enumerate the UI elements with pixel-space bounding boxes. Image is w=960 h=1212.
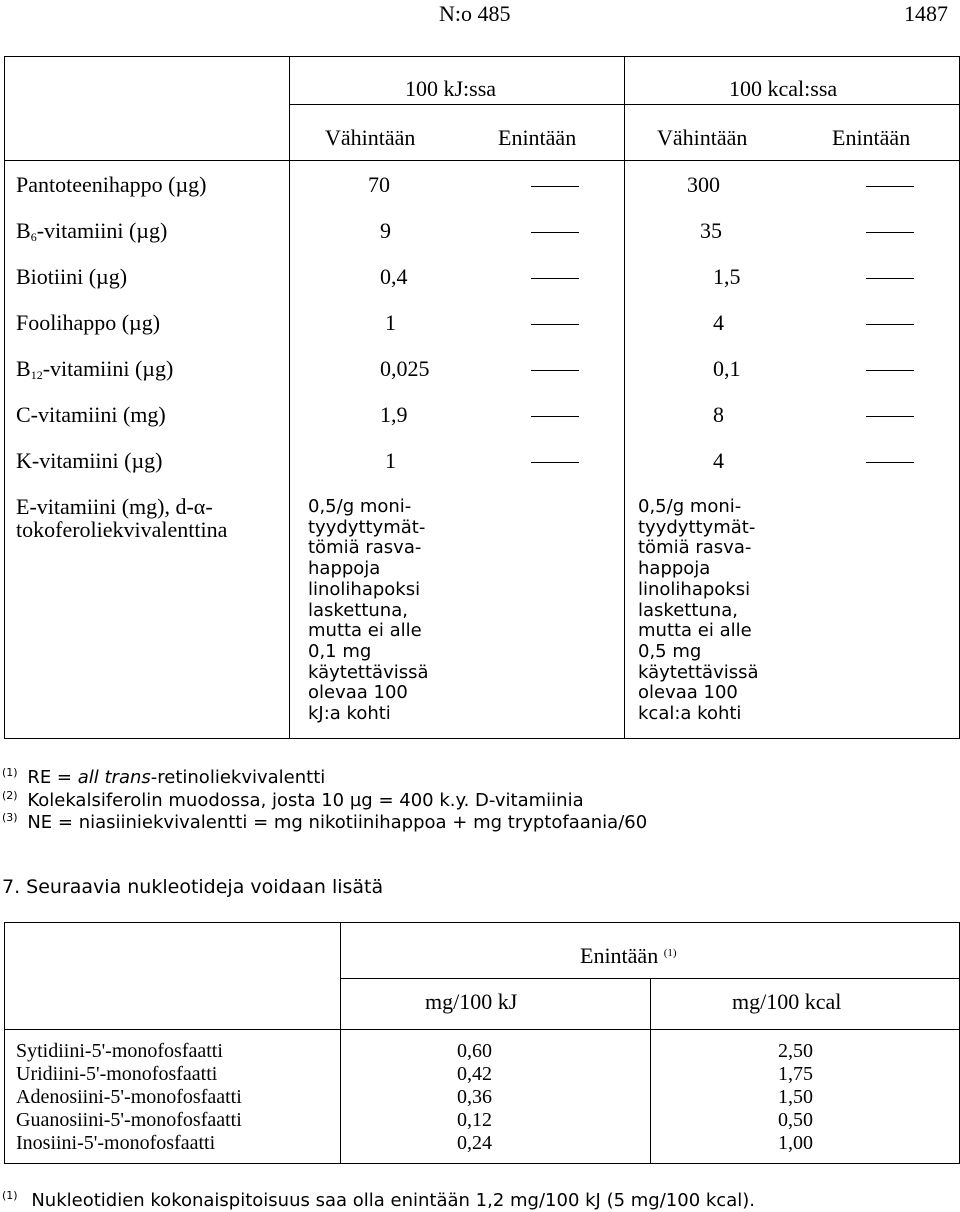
dash-kj-max <box>531 416 579 417</box>
cell-kcal: 2,50 <box>778 1040 813 1062</box>
dash-kcal-max <box>866 416 914 417</box>
footnote: $^{(1)}$ Nukleotidien kokonaispitoisuus saa olla enintään 1,2 mg/100 kJ (5 mg/100 kcal). <box>2 1189 755 1211</box>
cell-kj: 0,36 <box>457 1086 492 1108</box>
cell-kj: 0,12 <box>457 1109 492 1131</box>
cell-kj: 0,42 <box>457 1063 492 1085</box>
page-number: 1487 <box>904 1 948 26</box>
col-header-kj-min: Vähintään <box>325 125 416 150</box>
section-heading: 7. Seuraavia nukleotideja voidaan lisätä <box>2 876 384 898</box>
col-header-per-100kcal: mg/100 kcal <box>732 989 842 1014</box>
row-label: Guanosiini-5'-monofosfaatti <box>16 1109 242 1131</box>
cell-kj-min: 0,4 <box>380 264 408 289</box>
dash-kcal-max <box>866 324 914 325</box>
cell-kcal-min: 4 <box>713 310 724 335</box>
row-label: C-vitamiini (mg) <box>16 402 166 427</box>
footnote: $^{(1)}$ RE = all trans-retinoliekvivalentti <box>2 766 326 788</box>
cell-kcal: 1,75 <box>778 1063 813 1085</box>
cell-kcal-min: 1,5 <box>713 264 741 289</box>
cell-kj-min: 1 <box>385 448 396 473</box>
cell-kcal-min: 4 <box>713 448 724 473</box>
row-label: Inosiini-5'-monofosfaatti <box>16 1132 216 1154</box>
group-header-per-100kcal: 100 kcal:ssa <box>729 76 838 101</box>
cell-kcal-min: 35 <box>700 218 722 243</box>
row-label: $B_{12}$-vitamiini (µg) <box>16 356 174 382</box>
dash-kj-max <box>531 370 579 371</box>
row-label: K-vitamiini (µg) <box>16 448 163 473</box>
dash-kj-max <box>531 462 579 463</box>
cell-kcal: 1,50 <box>778 1086 813 1108</box>
footnote: $^{(3)}$ NE = niasiiniekvivalentti = mg nikotiinihappoa + mg tryptofaania/60 <box>2 811 648 833</box>
col-header-kcal-min: Vähintään <box>657 125 748 150</box>
e-vitamin-kj-text: 0,5/g moni- tyydyttymät- tömiä rasva- happoja linolihapoksi laskettuna, mutta ei alle 0,1 mg käytettävissä olevaa 100 kJ:a kohti <box>308 496 429 725</box>
dash-kcal-max <box>866 232 914 233</box>
row-label: Sytidiini-5'-monofosfaatti <box>16 1040 223 1062</box>
cell-kcal-min: 300 <box>687 172 720 197</box>
group-header-maximum: Enintään $^{(1)}$ <box>580 943 677 968</box>
footnote: $^{(2)}$ Kolekalsiferolin muodossa, josta 10 µg = 400 k.y. D-vitamiinia <box>2 789 584 811</box>
row-label: $B_6$-vitamiini (µg) <box>16 218 168 244</box>
row-label: Biotiini (µg) <box>16 264 128 289</box>
cell-kj-min: 70 <box>368 172 390 197</box>
row-label: Foolihappo (µg) <box>16 310 161 335</box>
col-header-kj-max: Enintään <box>498 125 577 150</box>
dash-kj-max <box>531 186 579 187</box>
cell-kj-min: 1,9 <box>380 402 408 427</box>
row-label: Adenosiini-5'-monofosfaatti <box>16 1086 242 1108</box>
dash-kj-max <box>531 232 579 233</box>
group-header-per-100kj: 100 kJ:ssa <box>405 76 497 101</box>
col-header-kcal-max: Enintään <box>832 125 911 150</box>
dash-kcal-max <box>866 462 914 463</box>
dash-kcal-max <box>866 186 914 187</box>
row-label-line1: E-vitamiini (mg), d-α- <box>16 494 213 519</box>
cell-kcal-min: 8 <box>713 402 724 427</box>
col-header-per-100kj: mg/100 kJ <box>425 989 518 1014</box>
dash-kj-max <box>531 324 579 325</box>
document-number: N:o 485 <box>439 1 511 26</box>
dash-kj-max <box>531 278 579 279</box>
cell-kj-min: 9 <box>380 218 391 243</box>
dash-kcal-max <box>866 278 914 279</box>
row-label: Uridiini-5'-monofosfaatti <box>16 1063 218 1085</box>
cell-kcal-min: 0,1 <box>713 356 741 381</box>
cell-kj-min: 1 <box>385 310 396 335</box>
cell-kcal: 1,00 <box>778 1132 813 1154</box>
cell-kj: 0,24 <box>457 1132 492 1154</box>
row-label-line2: tokoferoliekvivalenttina <box>16 517 228 542</box>
cell-kcal: 0,50 <box>778 1109 813 1131</box>
dash-kcal-max <box>866 370 914 371</box>
row-label: Pantoteenihappo (µg) <box>16 172 207 197</box>
e-vitamin-kcal-text: 0,5/g moni- tyydyttymät- tömiä rasva- happoja linolihapoksi laskettuna, mutta ei alle 0,5 mg käytettävissä olevaa 100 kcal:a kohti <box>638 496 759 725</box>
cell-kj: 0,60 <box>457 1040 492 1062</box>
cell-kj-min: 0,025 <box>380 356 430 381</box>
